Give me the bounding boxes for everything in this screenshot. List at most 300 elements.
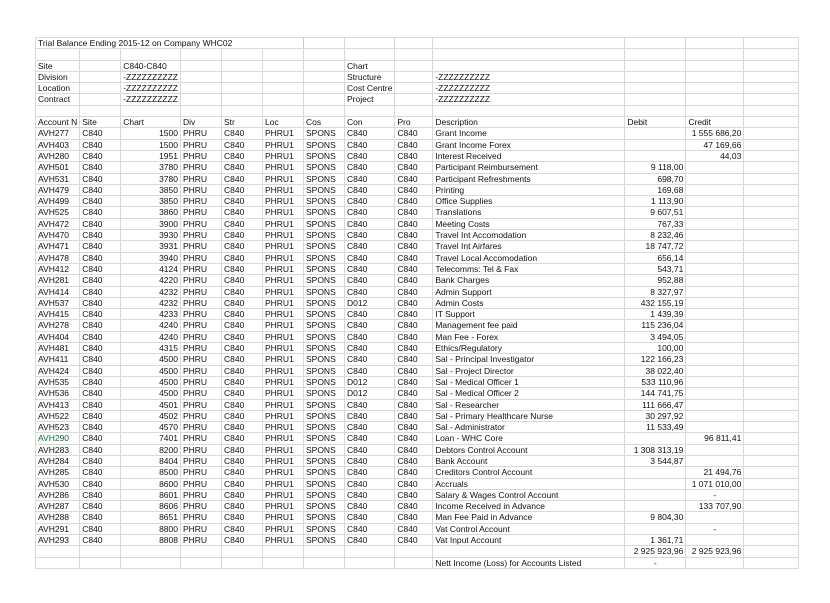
data-cell[interactable]: C840	[395, 501, 433, 512]
column-header[interactable]: Cos	[303, 117, 344, 128]
param-value[interactable]: C840-C840	[121, 60, 181, 71]
data-cell[interactable]: AVH293	[36, 535, 80, 546]
data-cell[interactable]: C840	[395, 309, 433, 320]
data-cell[interactable]: PHRU1	[262, 275, 303, 286]
data-cell[interactable]: AVH523	[36, 422, 80, 433]
data-cell[interactable]: C840	[221, 478, 262, 489]
cell[interactable]	[395, 557, 433, 568]
amount-cell[interactable]: 9 118,00	[625, 162, 686, 173]
data-cell[interactable]: C840	[221, 139, 262, 150]
cell[interactable]	[744, 467, 799, 478]
data-cell[interactable]: AVH501	[36, 162, 80, 173]
amount-cell[interactable]: 1 113,90	[625, 196, 686, 207]
cell[interactable]	[262, 94, 303, 105]
data-cell[interactable]: C840	[395, 535, 433, 546]
amount-cell[interactable]	[686, 230, 744, 241]
data-cell[interactable]: C840	[395, 512, 433, 523]
amount-cell[interactable]: 9 607,51	[625, 207, 686, 218]
cell[interactable]	[262, 60, 303, 71]
data-cell[interactable]: PHRU	[180, 139, 221, 150]
data-cell[interactable]: C840	[80, 207, 121, 218]
account-description[interactable]: Travel Int Airfares	[433, 241, 625, 252]
account-description[interactable]: Management fee paid	[433, 320, 625, 331]
amount-cell[interactable]: 767,33	[625, 218, 686, 229]
data-cell[interactable]: C840	[395, 275, 433, 286]
cell[interactable]	[262, 49, 303, 60]
data-cell[interactable]: C840	[395, 263, 433, 274]
data-cell[interactable]: SPONS	[303, 343, 344, 354]
amount-cell[interactable]	[686, 286, 744, 297]
column-header[interactable]: Chart	[121, 117, 181, 128]
amount-cell[interactable]: 30 297,92	[625, 410, 686, 421]
data-cell[interactable]: C840	[344, 252, 394, 263]
cell[interactable]	[744, 388, 799, 399]
data-cell[interactable]: C840	[221, 241, 262, 252]
data-cell[interactable]: C840	[80, 263, 121, 274]
data-cell[interactable]: PHRU	[180, 376, 221, 387]
cell[interactable]	[744, 478, 799, 489]
data-cell[interactable]: AVH471	[36, 241, 80, 252]
cell[interactable]	[221, 83, 262, 94]
cell[interactable]	[744, 275, 799, 286]
data-cell[interactable]: C840	[221, 173, 262, 184]
data-cell[interactable]: C840	[80, 399, 121, 410]
data-cell[interactable]: 4500	[121, 388, 181, 399]
cell[interactable]	[744, 523, 799, 534]
data-cell[interactable]: 1500	[121, 139, 181, 150]
cell[interactable]	[180, 94, 221, 105]
data-cell[interactable]: C840	[80, 173, 121, 184]
data-cell[interactable]: C840	[221, 512, 262, 523]
data-cell[interactable]: SPONS	[303, 320, 344, 331]
data-cell[interactable]: PHRU1	[262, 399, 303, 410]
data-cell[interactable]: 1500	[121, 128, 181, 139]
cell[interactable]	[625, 38, 686, 49]
param-value[interactable]	[433, 60, 625, 71]
data-cell[interactable]: C840	[395, 241, 433, 252]
cell[interactable]	[744, 422, 799, 433]
data-cell[interactable]: C840	[80, 444, 121, 455]
cell[interactable]	[744, 546, 799, 557]
data-cell[interactable]: C840	[221, 286, 262, 297]
data-cell[interactable]: C840	[395, 150, 433, 161]
data-cell[interactable]: C840	[221, 150, 262, 161]
data-cell[interactable]: PHRU	[180, 218, 221, 229]
data-cell[interactable]: PHRU	[180, 354, 221, 365]
data-cell[interactable]: 4240	[121, 331, 181, 342]
amount-cell[interactable]: 1 071 010,00	[686, 478, 744, 489]
data-cell[interactable]: PHRU	[180, 309, 221, 320]
cell[interactable]	[625, 71, 686, 82]
account-description[interactable]: Loan - WHC Core	[433, 433, 625, 444]
data-cell[interactable]: C840	[221, 184, 262, 195]
cell[interactable]	[221, 105, 262, 116]
data-cell[interactable]: 4315	[121, 343, 181, 354]
data-cell[interactable]: C840	[80, 320, 121, 331]
cell[interactable]	[744, 444, 799, 455]
amount-cell[interactable]: 656,14	[625, 252, 686, 263]
data-cell[interactable]: SPONS	[303, 433, 344, 444]
cell[interactable]	[744, 196, 799, 207]
data-cell[interactable]: PHRU1	[262, 196, 303, 207]
param-value[interactable]: -ZZZZZZZZZZ	[433, 71, 625, 82]
data-cell[interactable]: 3780	[121, 173, 181, 184]
data-cell[interactable]: C840	[344, 320, 394, 331]
data-cell[interactable]: 4232	[121, 297, 181, 308]
cell[interactable]	[744, 263, 799, 274]
cell[interactable]	[625, 94, 686, 105]
data-cell[interactable]: SPONS	[303, 263, 344, 274]
cell[interactable]	[744, 286, 799, 297]
cell[interactable]	[744, 207, 799, 218]
data-cell[interactable]: C840	[344, 162, 394, 173]
column-header[interactable]: Credit	[686, 117, 744, 128]
data-cell[interactable]: C840	[221, 523, 262, 534]
amount-cell[interactable]	[686, 196, 744, 207]
data-cell[interactable]: C840	[344, 343, 394, 354]
data-cell[interactable]: PHRU	[180, 365, 221, 376]
data-cell[interactable]: C840	[80, 252, 121, 263]
data-cell[interactable]: SPONS	[303, 331, 344, 342]
data-cell[interactable]: PHRU1	[262, 501, 303, 512]
data-cell[interactable]: PHRU	[180, 241, 221, 252]
data-cell[interactable]: SPONS	[303, 162, 344, 173]
data-cell[interactable]: C840	[221, 320, 262, 331]
amount-cell[interactable]	[686, 263, 744, 274]
cell[interactable]	[395, 94, 433, 105]
data-cell[interactable]: SPONS	[303, 218, 344, 229]
data-cell[interactable]: C840	[395, 365, 433, 376]
param-value[interactable]: -ZZZZZZZZZZ	[121, 71, 181, 82]
data-cell[interactable]: C840	[80, 376, 121, 387]
cell[interactable]	[744, 49, 799, 60]
account-description[interactable]: Sal - Researcher	[433, 399, 625, 410]
cell[interactable]	[744, 512, 799, 523]
data-cell[interactable]: C840	[344, 422, 394, 433]
data-cell[interactable]: PHRU	[180, 128, 221, 139]
data-cell[interactable]: C840	[221, 128, 262, 139]
data-cell[interactable]: C840	[80, 354, 121, 365]
column-header[interactable]: Debit	[625, 117, 686, 128]
data-cell[interactable]: C840	[344, 444, 394, 455]
data-cell[interactable]: AVH499	[36, 196, 80, 207]
total-credit[interactable]: 2 925 923,96	[686, 546, 744, 557]
data-cell[interactable]: C840	[395, 184, 433, 195]
data-cell[interactable]: C840	[344, 455, 394, 466]
data-cell[interactable]: 8500	[121, 467, 181, 478]
account-description[interactable]: Ethics/Regulatory	[433, 343, 625, 354]
data-cell[interactable]: C840	[395, 433, 433, 444]
data-cell[interactable]: AVH411	[36, 354, 80, 365]
data-cell[interactable]: AVH284	[36, 455, 80, 466]
data-cell[interactable]: C840	[80, 467, 121, 478]
cell[interactable]	[625, 83, 686, 94]
cell[interactable]	[744, 331, 799, 342]
amount-cell[interactable]: 432 155,19	[625, 297, 686, 308]
cell[interactable]	[744, 501, 799, 512]
amount-cell[interactable]: 100,00	[625, 343, 686, 354]
data-cell[interactable]: C840	[80, 162, 121, 173]
data-cell[interactable]: 7401	[121, 433, 181, 444]
cell[interactable]	[221, 60, 262, 71]
amount-cell[interactable]: 133 707,90	[686, 501, 744, 512]
account-description[interactable]: Sal - Primary Healthcare Nurse	[433, 410, 625, 421]
data-cell[interactable]: 8601	[121, 489, 181, 500]
amount-cell[interactable]	[686, 252, 744, 263]
data-cell[interactable]: 4500	[121, 354, 181, 365]
data-cell[interactable]: SPONS	[303, 150, 344, 161]
param-label[interactable]: Cost Centre	[344, 83, 394, 94]
data-cell[interactable]: 3930	[121, 230, 181, 241]
data-cell[interactable]: C840	[80, 139, 121, 150]
cell[interactable]	[121, 557, 181, 568]
cell[interactable]	[744, 365, 799, 376]
data-cell[interactable]: C840	[80, 184, 121, 195]
cell[interactable]	[744, 117, 799, 128]
account-description[interactable]: Admin Support	[433, 286, 625, 297]
data-cell[interactable]: C840	[221, 433, 262, 444]
cell[interactable]	[262, 71, 303, 82]
data-cell[interactable]: C840	[80, 343, 121, 354]
data-cell[interactable]: PHRU1	[262, 263, 303, 274]
data-cell[interactable]: SPONS	[303, 128, 344, 139]
data-cell[interactable]: C840	[395, 489, 433, 500]
account-description[interactable]: Travel Local Accomodation	[433, 252, 625, 263]
data-cell[interactable]: PHRU	[180, 444, 221, 455]
data-cell[interactable]: C840	[80, 230, 121, 241]
cell[interactable]	[180, 49, 221, 60]
data-cell[interactable]: AVH278	[36, 320, 80, 331]
data-cell[interactable]: AVH412	[36, 263, 80, 274]
amount-cell[interactable]: 1 439,39	[625, 309, 686, 320]
account-description[interactable]: Sal - Principal Investigator	[433, 354, 625, 365]
account-description[interactable]: Printing	[433, 184, 625, 195]
param-label[interactable]: Division	[36, 71, 80, 82]
amount-cell[interactable]: -	[686, 523, 744, 534]
amount-cell[interactable]	[686, 162, 744, 173]
data-cell[interactable]: C840	[80, 523, 121, 534]
amount-cell[interactable]: 122 166,23	[625, 354, 686, 365]
amount-cell[interactable]: 115 236,04	[625, 320, 686, 331]
cell[interactable]	[395, 71, 433, 82]
cell[interactable]	[36, 49, 80, 60]
amount-cell[interactable]	[625, 128, 686, 139]
data-cell[interactable]: PHRU1	[262, 252, 303, 263]
account-description[interactable]: Salary & Wages Control Account	[433, 489, 625, 500]
data-cell[interactable]: C840	[221, 252, 262, 263]
cell[interactable]	[686, 94, 744, 105]
data-cell[interactable]: PHRU1	[262, 230, 303, 241]
data-cell[interactable]: SPONS	[303, 365, 344, 376]
data-cell[interactable]: SPONS	[303, 501, 344, 512]
cell[interactable]	[344, 557, 394, 568]
data-cell[interactable]: C840	[344, 478, 394, 489]
account-description[interactable]: Admin Costs	[433, 297, 625, 308]
cell[interactable]	[686, 60, 744, 71]
data-cell[interactable]: C840	[395, 207, 433, 218]
data-cell[interactable]: 8606	[121, 501, 181, 512]
param-label[interactable]: Chart	[344, 60, 394, 71]
cell[interactable]	[180, 546, 221, 557]
cell[interactable]	[744, 489, 799, 500]
cell[interactable]	[80, 94, 121, 105]
data-cell[interactable]: C840	[221, 376, 262, 387]
cell[interactable]	[744, 128, 799, 139]
data-cell[interactable]: C840	[344, 173, 394, 184]
cell[interactable]	[744, 38, 799, 49]
data-cell[interactable]: 3850	[121, 196, 181, 207]
data-cell[interactable]: AVH283	[36, 444, 80, 455]
account-description[interactable]: Creditors Control Account	[433, 467, 625, 478]
column-header[interactable]: Str	[221, 117, 262, 128]
account-description[interactable]: Accruals	[433, 478, 625, 489]
data-cell[interactable]: PHRU1	[262, 297, 303, 308]
data-cell[interactable]: C840	[344, 523, 394, 534]
cell[interactable]	[744, 252, 799, 263]
cell[interactable]	[303, 49, 344, 60]
amount-cell[interactable]	[686, 331, 744, 342]
data-cell[interactable]: SPONS	[303, 252, 344, 263]
data-cell[interactable]: C840	[344, 184, 394, 195]
amount-cell[interactable]: 3 544,87	[625, 455, 686, 466]
data-cell[interactable]: PHRU	[180, 501, 221, 512]
data-cell[interactable]: C840	[395, 196, 433, 207]
cell[interactable]	[303, 60, 344, 71]
data-cell[interactable]: C840	[344, 128, 394, 139]
amount-cell[interactable]	[625, 150, 686, 161]
data-cell[interactable]: AVH536	[36, 388, 80, 399]
data-cell[interactable]: AVH530	[36, 478, 80, 489]
data-cell[interactable]: C840	[344, 263, 394, 274]
cell[interactable]	[744, 320, 799, 331]
data-cell[interactable]: PHRU	[180, 331, 221, 342]
amount-cell[interactable]: -	[686, 489, 744, 500]
cell[interactable]	[744, 184, 799, 195]
data-cell[interactable]: C840	[344, 489, 394, 500]
cell[interactable]	[744, 83, 799, 94]
cell[interactable]	[744, 60, 799, 71]
data-cell[interactable]: C840	[395, 297, 433, 308]
cell[interactable]	[744, 410, 799, 421]
data-cell[interactable]: PHRU	[180, 173, 221, 184]
data-cell[interactable]: PHRU1	[262, 331, 303, 342]
amount-cell[interactable]: 1 308 313,19	[625, 444, 686, 455]
cell[interactable]	[744, 557, 799, 568]
cell[interactable]	[80, 71, 121, 82]
data-cell[interactable]: C840	[80, 309, 121, 320]
amount-cell[interactable]	[625, 433, 686, 444]
data-cell[interactable]: C840	[344, 309, 394, 320]
data-cell[interactable]: C840	[395, 252, 433, 263]
data-cell[interactable]: AVH522	[36, 410, 80, 421]
data-cell[interactable]: PHRU	[180, 320, 221, 331]
cell[interactable]	[744, 354, 799, 365]
data-cell[interactable]: PHRU1	[262, 410, 303, 421]
param-label[interactable]: Site	[36, 60, 80, 71]
cell[interactable]	[744, 535, 799, 546]
cell[interactable]	[221, 49, 262, 60]
data-cell[interactable]: 4220	[121, 275, 181, 286]
cell[interactable]	[744, 309, 799, 320]
cell[interactable]	[744, 139, 799, 150]
data-cell[interactable]: SPONS	[303, 241, 344, 252]
data-cell[interactable]: PHRU	[180, 286, 221, 297]
data-cell[interactable]: PHRU1	[262, 433, 303, 444]
cell[interactable]	[303, 71, 344, 82]
data-cell[interactable]: 4500	[121, 376, 181, 387]
amount-cell[interactable]: 96 811,41	[686, 433, 744, 444]
amount-cell[interactable]	[686, 399, 744, 410]
data-cell[interactable]: PHRU	[180, 410, 221, 421]
data-cell[interactable]: PHRU1	[262, 320, 303, 331]
data-cell[interactable]: C840	[344, 196, 394, 207]
cell[interactable]	[625, 60, 686, 71]
data-cell[interactable]: C840	[221, 275, 262, 286]
data-cell[interactable]: SPONS	[303, 388, 344, 399]
cell[interactable]	[686, 49, 744, 60]
data-cell[interactable]: 3850	[121, 184, 181, 195]
data-cell[interactable]: C840	[395, 455, 433, 466]
data-cell[interactable]: PHRU1	[262, 218, 303, 229]
data-cell[interactable]: C840	[344, 501, 394, 512]
data-cell[interactable]: PHRU1	[262, 184, 303, 195]
data-cell[interactable]: PHRU	[180, 252, 221, 263]
data-cell[interactable]: AVH404	[36, 331, 80, 342]
data-cell[interactable]: C840	[80, 410, 121, 421]
account-description[interactable]: Vat Input Account	[433, 535, 625, 546]
data-cell[interactable]: 8200	[121, 444, 181, 455]
data-cell[interactable]: C840	[395, 444, 433, 455]
cell[interactable]	[303, 83, 344, 94]
cell[interactable]	[121, 546, 181, 557]
data-cell[interactable]: C840	[344, 365, 394, 376]
data-cell[interactable]: C840	[344, 275, 394, 286]
data-cell[interactable]: C840	[395, 331, 433, 342]
data-cell[interactable]: C840	[395, 230, 433, 241]
data-cell[interactable]: PHRU1	[262, 388, 303, 399]
data-cell[interactable]: SPONS	[303, 489, 344, 500]
amount-cell[interactable]	[686, 444, 744, 455]
data-cell[interactable]: AVH413	[36, 399, 80, 410]
cell[interactable]	[221, 546, 262, 557]
data-cell[interactable]: C840	[221, 297, 262, 308]
data-cell[interactable]: C840	[344, 399, 394, 410]
amount-cell[interactable]	[625, 467, 686, 478]
cell[interactable]	[744, 162, 799, 173]
report-title[interactable]: Trial Balance Ending 2015-12 on Company WHC02	[36, 38, 304, 49]
amount-cell[interactable]	[686, 184, 744, 195]
amount-cell[interactable]	[625, 501, 686, 512]
account-description[interactable]: Sal - Medical Officer 2	[433, 388, 625, 399]
data-cell[interactable]: PHRU	[180, 422, 221, 433]
cell[interactable]	[303, 94, 344, 105]
data-cell[interactable]: C840	[80, 365, 121, 376]
account-description[interactable]: Office Supplies	[433, 196, 625, 207]
data-cell[interactable]: C840	[221, 455, 262, 466]
param-value[interactable]: -ZZZZZZZZZZ	[121, 83, 181, 94]
cell[interactable]	[80, 83, 121, 94]
data-cell[interactable]: C840	[344, 331, 394, 342]
amount-cell[interactable]: 1 555 686,20	[686, 128, 744, 139]
cell[interactable]	[344, 105, 394, 116]
data-cell[interactable]: SPONS	[303, 422, 344, 433]
data-cell[interactable]: C840	[80, 128, 121, 139]
data-cell[interactable]: C840	[395, 162, 433, 173]
data-cell[interactable]: AVH290	[36, 433, 80, 444]
data-cell[interactable]: C840	[221, 388, 262, 399]
column-header[interactable]: Con	[344, 117, 394, 128]
amount-cell[interactable]: 169,68	[625, 184, 686, 195]
